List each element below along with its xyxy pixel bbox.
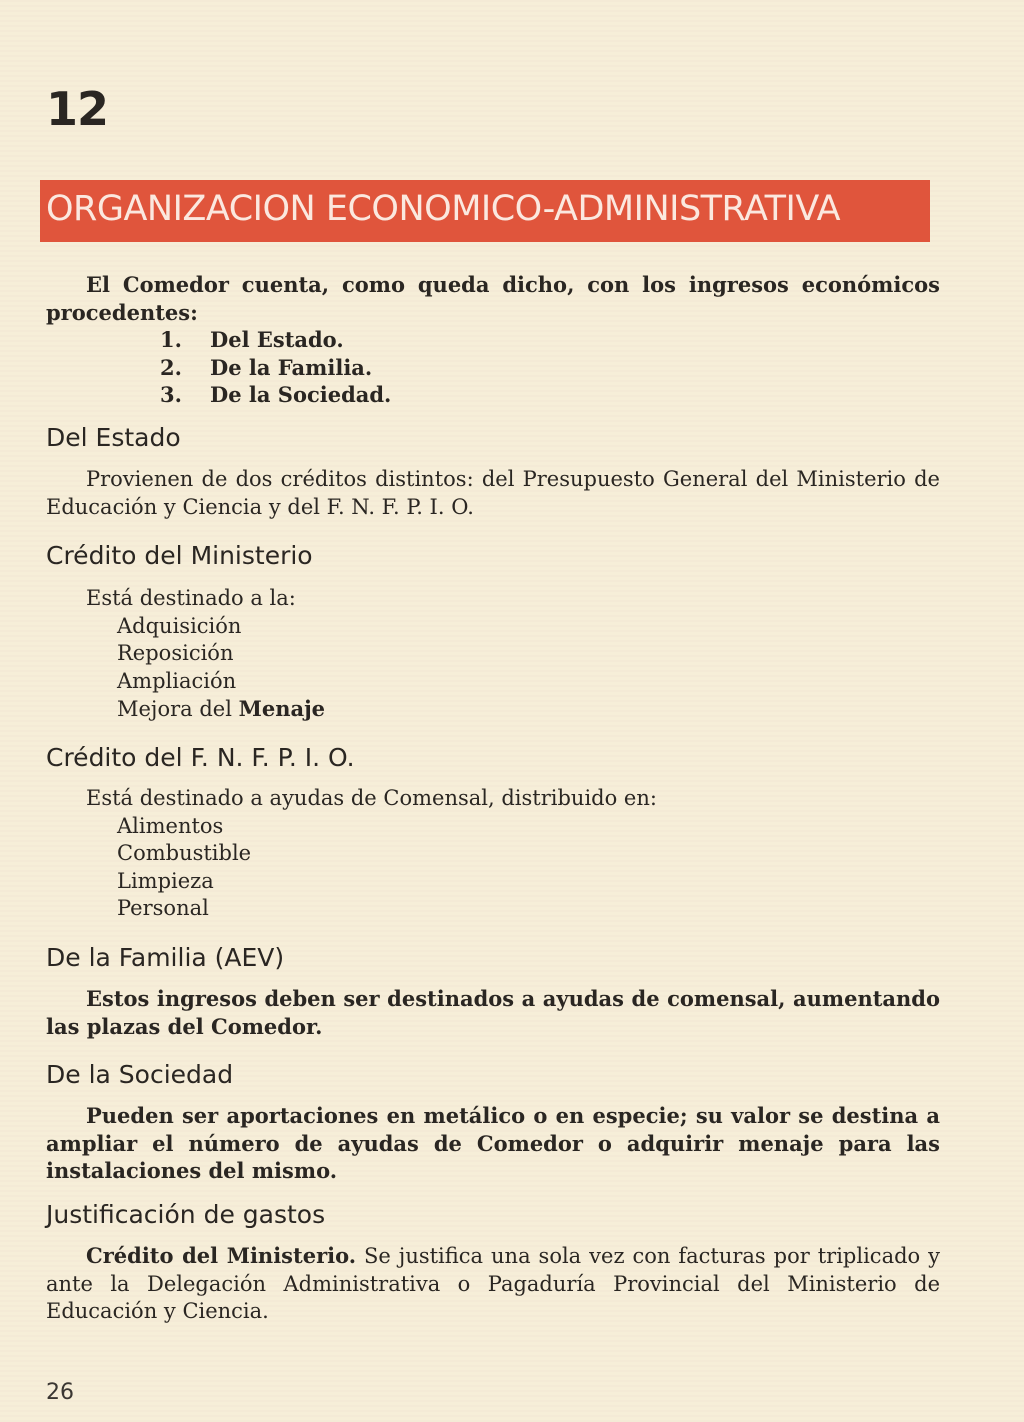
list-item: Ampliación [117, 668, 237, 693]
list-label: Mejora del [117, 696, 232, 721]
intro-paragraph: El Comedor cuenta, como queda dicho, con los ingresos económicos procedentes: [46, 272, 940, 325]
ministerio-lead: Está destinado a la: [86, 586, 296, 610]
list-item [117, 695, 325, 723]
list-item [160, 354, 391, 382]
list-item: Personal [117, 895, 209, 920]
list-number: 1. [160, 327, 182, 352]
section-heading-familia: De la Familia (AEV) [46, 943, 285, 972]
sociedad-paragraph: Pueden ser aportaciones en metálico o en especie; su valor se destina a ampliar el número de ayudas de Comedor o adquirir menaje para las instalaciones del mismo. [46, 1103, 940, 1183]
list-label: De la Sociedad. [210, 382, 392, 407]
chapter-number: 12 [46, 82, 109, 136]
section-heading-ministerio: Crédito del Ministerio [46, 541, 313, 570]
fnfpio-list [117, 813, 251, 922]
justificacion-lead: Crédito del Ministerio. [86, 1243, 357, 1268]
list-label: Del Estado. [210, 327, 344, 352]
section-heading-sociedad: De la Sociedad [46, 1060, 234, 1089]
list-label-bold: Menaje [238, 695, 326, 721]
list-item: Alimentos [117, 814, 224, 838]
list-item: Limpieza [117, 868, 214, 893]
page-number: 26 [46, 1380, 74, 1405]
fnfpio-lead: Está destinado a ayudas de Comensal, distribuido en: [86, 786, 657, 810]
list-item: Adquisición [117, 614, 242, 638]
estado-paragraph: Provienen de dos créditos distintos: del Presupuesto General del Ministerio de Educación y Ciencia y del F. N. F. P. I. O. [46, 467, 940, 519]
list-item: Reposición [117, 641, 234, 666]
ministerio-list [117, 613, 325, 723]
familia-paragraph: Estos ingresos deben ser destinados a ayudas de comensal, aumentando las plazas del Comedor. [46, 986, 940, 1039]
list-number: 3. [160, 382, 182, 407]
list-item: Combustible [117, 841, 252, 866]
section-heading-fnfpio: Crédito del F. N. F. P. I. O. [46, 743, 355, 772]
list-item [160, 326, 391, 354]
justificacion-text: Se justifica una sola vez con facturas por triplicado y ante la Delegación Administrativa o Pagaduría Provincial del Ministerio de Educación y Ciencia. [46, 1244, 940, 1323]
list-item [160, 381, 391, 409]
section-heading-estado: Del Estado [46, 423, 181, 452]
section-heading-justificacion: Justificación de gastos [46, 1200, 326, 1229]
chapter-title: ORGANIZACION ECONOMICO-ADMINISTRATIVA [46, 189, 841, 229]
list-label: De la Familia. [210, 354, 373, 380]
list-number: 2. [160, 354, 182, 380]
justificacion-paragraph [46, 1242, 940, 1326]
income-source-list [160, 326, 391, 409]
